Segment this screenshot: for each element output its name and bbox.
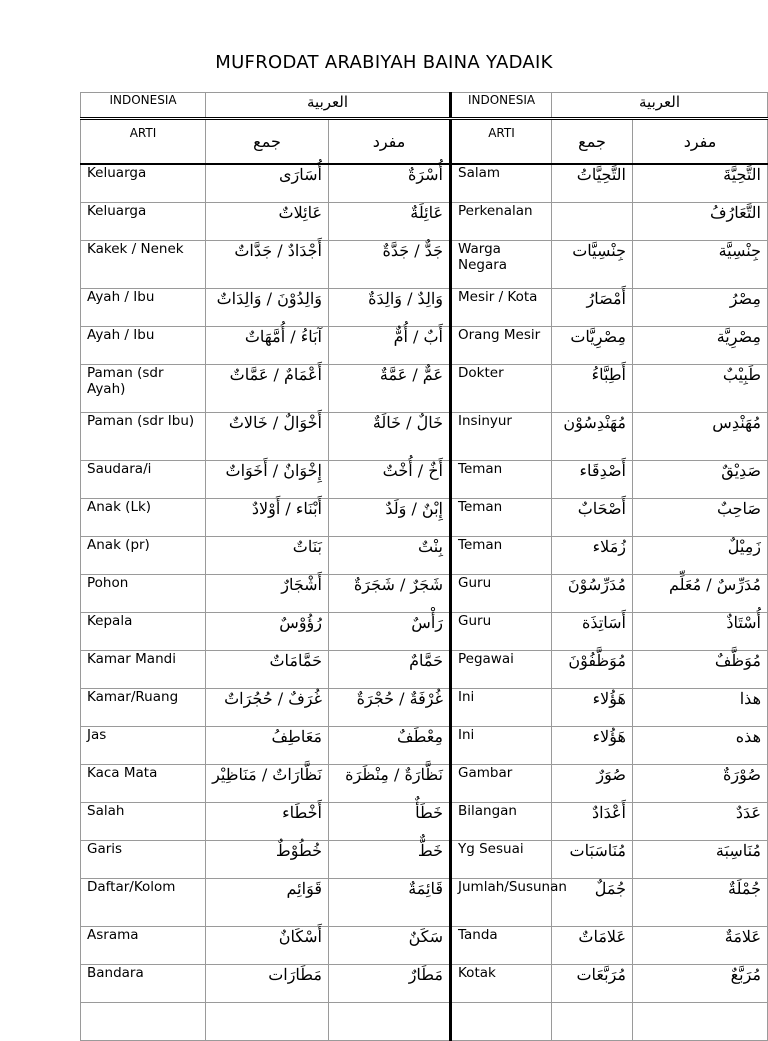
- right-plural-cell: أَمْصَارُ: [552, 289, 633, 327]
- left-meaning-cell: Daftar/Kolom: [81, 879, 206, 927]
- table-row: [81, 927, 768, 965]
- right-plural-cell: مُهَنْدِسُوْن: [552, 413, 633, 461]
- right-plural-cell: مِصْرِيَّات: [552, 327, 633, 365]
- right-plural-cell: أَصْحَابٌ: [552, 499, 633, 537]
- header-plural-left: جمع: [206, 119, 329, 165]
- table-row: [81, 461, 768, 499]
- right-meaning-cell: Dokter: [451, 365, 552, 413]
- right-plural-cell: [552, 1003, 633, 1041]
- table-row: [81, 241, 768, 289]
- left-singular-cell: قَائِمَةٌ: [329, 879, 451, 927]
- right-meaning-cell: Warga Negara: [451, 241, 552, 289]
- left-plural-cell: أَخْطَاء: [206, 803, 329, 841]
- right-meaning-cell: Kotak: [451, 965, 552, 1003]
- right-singular-cell: عَدَدٌ: [633, 803, 768, 841]
- header-singular-right: مفرد: [633, 119, 768, 165]
- right-meaning-cell: Salam: [451, 164, 552, 203]
- left-singular-cell: عَمٌّ / عَمَّةٌ: [329, 365, 451, 413]
- left-singular-cell: أَخٌ / أُخْتٌ: [329, 461, 451, 499]
- left-singular-cell: إِبْنٌ / وَلَدٌ: [329, 499, 451, 537]
- right-singular-cell: صُوْرَةٌ: [633, 765, 768, 803]
- header-arti-left: ARTI: [81, 119, 206, 165]
- header-arabic-left: العربية: [206, 93, 451, 119]
- right-meaning-cell: Ini: [451, 727, 552, 765]
- left-singular-cell: خَالٌ / خَالَةٌ: [329, 413, 451, 461]
- left-plural-cell: حَمَّامَاتٌ: [206, 651, 329, 689]
- table-row: [81, 413, 768, 461]
- left-meaning-cell: Keluarga: [81, 164, 206, 203]
- table-row: [81, 879, 768, 927]
- table-row: [81, 727, 768, 765]
- left-singular-cell: خَطَأٌ: [329, 803, 451, 841]
- left-singular-cell: عَائِلَةٌ: [329, 203, 451, 241]
- right-meaning-cell: Teman: [451, 537, 552, 575]
- right-meaning-cell: Guru: [451, 575, 552, 613]
- right-singular-cell: [633, 1003, 768, 1041]
- left-singular-cell: مِعْطَفٌ: [329, 727, 451, 765]
- table-row: [81, 203, 768, 241]
- header-arabic-right: العربية: [552, 93, 768, 119]
- left-plural-cell: مَعَاطِفُ: [206, 727, 329, 765]
- right-meaning-cell: Orang Mesir: [451, 327, 552, 365]
- right-plural-cell: مُوَظَّفُوْنَ: [552, 651, 633, 689]
- left-plural-cell: [206, 1003, 329, 1041]
- left-singular-cell: حَمَّامٌ: [329, 651, 451, 689]
- right-meaning-cell: Ini: [451, 689, 552, 727]
- right-singular-cell: التَّحِيَّةَ: [633, 164, 768, 203]
- left-meaning-cell: Anak (pr): [81, 537, 206, 575]
- left-meaning-cell: Kakek / Nenek: [81, 241, 206, 289]
- right-singular-cell: مُنَاسِبَة: [633, 841, 768, 879]
- table-row: [81, 613, 768, 651]
- right-singular-cell: مِصْرُ: [633, 289, 768, 327]
- right-singular-cell: هذا: [633, 689, 768, 727]
- right-plural-cell: مُدَرِّسُوْنَ: [552, 575, 633, 613]
- left-meaning-cell: Bandara: [81, 965, 206, 1003]
- left-plural-cell: أَعْمَامٌ / عَمَّاتٌ: [206, 365, 329, 413]
- right-plural-cell: هَؤُلاء: [552, 727, 633, 765]
- left-plural-cell: رُؤُوْسٌ: [206, 613, 329, 651]
- table-row: [81, 499, 768, 537]
- right-plural-cell: زُمَلاء: [552, 537, 633, 575]
- right-meaning-cell: Mesir / Kota: [451, 289, 552, 327]
- right-singular-cell: مُوَظَّفٌ: [633, 651, 768, 689]
- left-meaning-cell: Anak (Lk): [81, 499, 206, 537]
- right-meaning-cell: Bilangan: [451, 803, 552, 841]
- left-meaning-cell: Ayah / Ibu: [81, 327, 206, 365]
- right-plural-cell: عَلامَاتٌ: [552, 927, 633, 965]
- left-plural-cell: أَبْنَاء / أَوْلادٌ: [206, 499, 329, 537]
- table-row: [81, 651, 768, 689]
- left-singular-cell: جَدٌّ / جَدَّةٌ: [329, 241, 451, 289]
- right-singular-cell: مُرَبَّعٌ: [633, 965, 768, 1003]
- left-plural-cell: إِخْوَانٌ / أَخَوَاتٌ: [206, 461, 329, 499]
- right-plural-cell: هَؤُلاء: [552, 689, 633, 727]
- right-singular-cell: زَمِيْلٌ: [633, 537, 768, 575]
- right-singular-cell: مُهَنْدِس: [633, 413, 768, 461]
- left-singular-cell: أُسْرَةٌ: [329, 164, 451, 203]
- right-meaning-cell: Guru: [451, 613, 552, 651]
- left-plural-cell: أَسْكَانٌ: [206, 927, 329, 965]
- left-plural-cell: بَنَاتٌ: [206, 537, 329, 575]
- right-singular-cell: صَدِيْقٌ: [633, 461, 768, 499]
- left-meaning-cell: Kaca Mata: [81, 765, 206, 803]
- left-plural-cell: عَائِلاتٌ: [206, 203, 329, 241]
- left-singular-cell: خَطٌّ: [329, 841, 451, 879]
- table-row: [81, 537, 768, 575]
- table-row: [81, 965, 768, 1003]
- left-meaning-cell: Garis: [81, 841, 206, 879]
- right-meaning-cell: Jumlah/Susunan: [451, 879, 552, 927]
- right-meaning-cell: Yg Sesuai: [451, 841, 552, 879]
- left-meaning-cell: Asrama: [81, 927, 206, 965]
- right-singular-cell: أُسْتَاذٌ: [633, 613, 768, 651]
- right-meaning-cell: Teman: [451, 499, 552, 537]
- right-plural-cell: جِنْسِيَّات: [552, 241, 633, 289]
- left-plural-cell: أَشْجَارٌ: [206, 575, 329, 613]
- left-singular-cell: بِنْتٌ: [329, 537, 451, 575]
- right-plural-cell: أَصْدِقَاء: [552, 461, 633, 499]
- left-meaning-cell: Jas: [81, 727, 206, 765]
- right-singular-cell: مِصْرِيَّة: [633, 327, 768, 365]
- table-row: [81, 689, 768, 727]
- left-meaning-cell: Kamar Mandi: [81, 651, 206, 689]
- right-plural-cell: [552, 203, 633, 241]
- right-meaning-cell: Tanda: [451, 927, 552, 965]
- left-singular-cell: وَالِدٌ / وَالِدَةٌ: [329, 289, 451, 327]
- table-subheader-row: [81, 119, 768, 165]
- right-plural-cell: جُمَلٌ: [552, 879, 633, 927]
- left-plural-cell: نَظَّارَاتٌ / مَنَاظِيْر: [206, 765, 329, 803]
- header-plural-right: جمع: [552, 119, 633, 165]
- left-plural-cell: غُرَفٌ / حُجُرَاتٌ: [206, 689, 329, 727]
- right-meaning-cell: [451, 1003, 552, 1041]
- page-title: MUFRODAT ARABIYAH BAINA YADAIK: [215, 52, 553, 73]
- table-row: [81, 289, 768, 327]
- left-meaning-cell: Paman (sdr Ibu): [81, 413, 206, 461]
- right-plural-cell: أَعْدَادٌ: [552, 803, 633, 841]
- left-meaning-cell: Saudara/i: [81, 461, 206, 499]
- right-singular-cell: جِنْسِيَّة: [633, 241, 768, 289]
- left-meaning-cell: Salah: [81, 803, 206, 841]
- left-singular-cell: غُرْفَةٌ / حُجْرَةٌ: [329, 689, 451, 727]
- table-header-row: [81, 93, 768, 119]
- right-plural-cell: التَّحِيَّاتُ: [552, 164, 633, 203]
- right-meaning-cell: Insinyur: [451, 413, 552, 461]
- left-singular-cell: نَظَّارَةٌ / مِنْظَرَة: [329, 765, 451, 803]
- left-plural-cell: آبَاءُ / أُمَّهَاتٌ: [206, 327, 329, 365]
- left-plural-cell: أُسَارَى: [206, 164, 329, 203]
- table-row: [81, 365, 768, 413]
- left-meaning-cell: Paman (sdr Ayah): [81, 365, 206, 413]
- right-meaning-cell: Perkenalan: [451, 203, 552, 241]
- left-singular-cell: أَبٌ / أُمٌّ: [329, 327, 451, 365]
- table-row: [81, 327, 768, 365]
- header-indonesia-left: INDONESIA: [81, 93, 206, 119]
- left-plural-cell: أَخْوَالٌ / خَالاتٌ: [206, 413, 329, 461]
- table-row: [81, 164, 768, 203]
- left-plural-cell: أَجْدَادٌ / جَدَّاتٌ: [206, 241, 329, 289]
- right-plural-cell: أَطِبَّاءُ: [552, 365, 633, 413]
- right-plural-cell: صُوَرٌ: [552, 765, 633, 803]
- table-row: [81, 1003, 768, 1041]
- table-row: [81, 765, 768, 803]
- left-plural-cell: مَطَارَات: [206, 965, 329, 1003]
- right-meaning-cell: Teman: [451, 461, 552, 499]
- right-singular-cell: صَاحِبٌ: [633, 499, 768, 537]
- left-plural-cell: وَالِدُوْنَ / وَالِدَاتٌ: [206, 289, 329, 327]
- table-row: [81, 803, 768, 841]
- right-singular-cell: التَّعَارُفُ: [633, 203, 768, 241]
- left-meaning-cell: Kamar/Ruang: [81, 689, 206, 727]
- left-meaning-cell: Ayah / Ibu: [81, 289, 206, 327]
- right-singular-cell: مُدَرِّسٌ / مُعَلِّم: [633, 575, 768, 613]
- left-singular-cell: شَجَرٌ / شَجَرَةٌ: [329, 575, 451, 613]
- table-row: [81, 841, 768, 879]
- right-singular-cell: جُمْلَةٌ: [633, 879, 768, 927]
- left-plural-cell: قَوَائِم: [206, 879, 329, 927]
- header-singular-left: مفرد: [329, 119, 451, 165]
- right-singular-cell: هذه: [633, 727, 768, 765]
- left-meaning-cell: Kepala: [81, 613, 206, 651]
- right-meaning-cell: Gambar: [451, 765, 552, 803]
- header-indonesia-right: INDONESIA: [451, 93, 552, 119]
- right-singular-cell: طَبِيْبٌ: [633, 365, 768, 413]
- left-singular-cell: مَطَارٌ: [329, 965, 451, 1003]
- right-plural-cell: أَسَاتِذَة: [552, 613, 633, 651]
- left-singular-cell: رَأْسٌ: [329, 613, 451, 651]
- left-meaning-cell: Keluarga: [81, 203, 206, 241]
- left-singular-cell: [329, 1003, 451, 1041]
- left-meaning-cell: [81, 1003, 206, 1041]
- header-arti-right: ARTI: [451, 119, 552, 165]
- right-plural-cell: مُنَاسَبَات: [552, 841, 633, 879]
- left-singular-cell: سَكَنٌ: [329, 927, 451, 965]
- vocabulary-table: [80, 92, 768, 1041]
- left-meaning-cell: Pohon: [81, 575, 206, 613]
- right-plural-cell: مُرَبَّعَات: [552, 965, 633, 1003]
- right-meaning-cell: Pegawai: [451, 651, 552, 689]
- right-singular-cell: عَلامَةٌ: [633, 927, 768, 965]
- left-plural-cell: خُطُوْطٌ: [206, 841, 329, 879]
- table-row: [81, 575, 768, 613]
